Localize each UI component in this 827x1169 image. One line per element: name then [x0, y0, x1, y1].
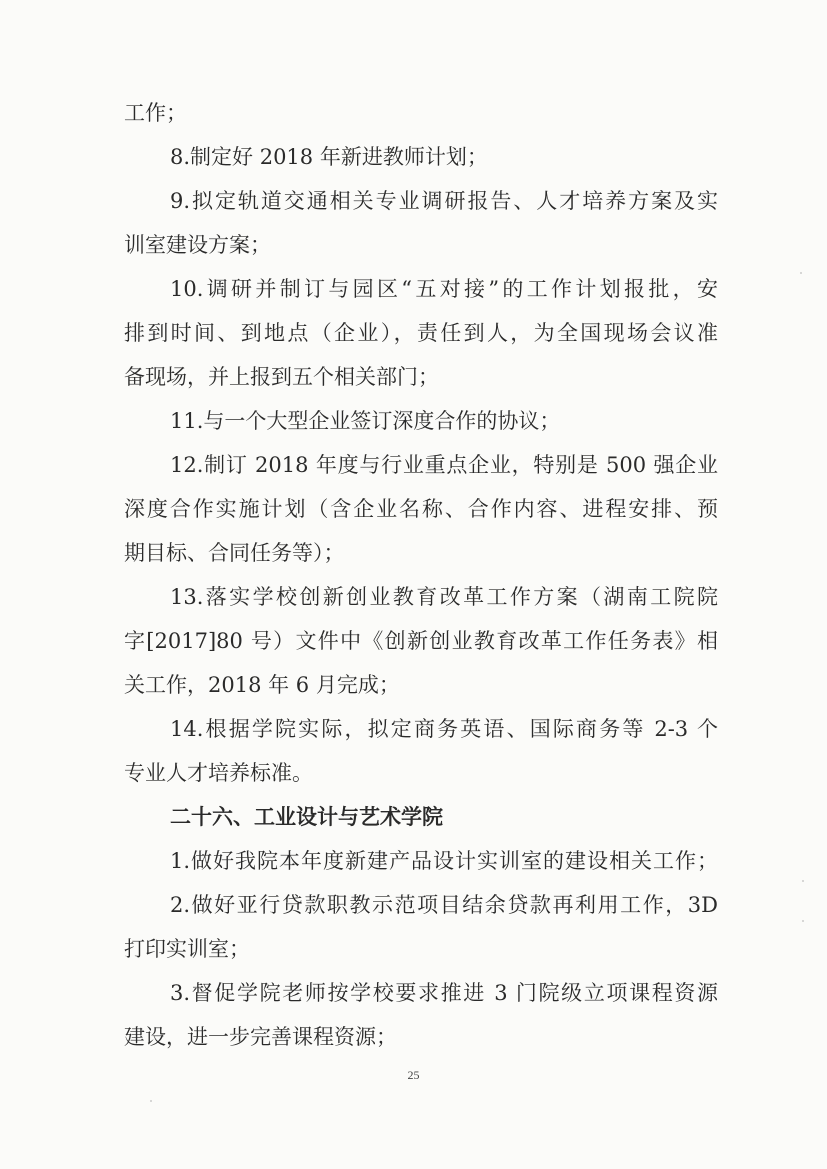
- scan-speck: [150, 1100, 152, 1102]
- section-heading: 二十六、工业设计与艺术学院: [170, 804, 443, 829]
- list-item-3: 3.督促学院老师按学校要求推进 3 门院级立项课程资源: [170, 981, 718, 1005]
- text-line: 工作；: [124, 101, 187, 125]
- text-line: 深度合作实施计划（含企业名称、合作内容、进程安排、预: [124, 497, 718, 521]
- list-item-1: 1.做好我院本年度新建产品设计实训室的建设相关工作；: [170, 849, 718, 873]
- text-line: 字[2017]80 号）文件中《创新创业教育改革工作任务表》相: [124, 629, 718, 653]
- list-item-12: 12.制订 2018 年度与行业重点企业，特别是 500 强企业: [170, 453, 718, 477]
- list-item-2: 2.做好亚行贷款职教示范项目结余贷款再利用工作，3D: [170, 893, 718, 917]
- list-item-14: 14.根据学院实际，拟定商务英语、国际商务等 2-3 个: [170, 717, 718, 741]
- list-item-10: 10.调研并制订与园区“五对接”的工作计划报批，安: [170, 277, 718, 301]
- page-number: 25: [407, 1068, 420, 1082]
- text-line: 备现场，并上报到五个相关部门；: [124, 365, 439, 389]
- text-line: 专业人才培养标准。: [124, 761, 313, 785]
- scan-speck: [800, 272, 802, 274]
- text-line: 期目标、合同任务等）；: [124, 541, 345, 565]
- text-line: 建设，进一步完善课程资源；: [124, 1025, 397, 1049]
- list-item-11: 11.与一个大型企业签订深度合作的协议；: [170, 409, 561, 433]
- list-item-9: 9.拟定轨道交通相关专业调研报告、人才培养方案及实: [170, 189, 718, 213]
- text-line: 排到时间、到地点（企业），责任到人，为全国现场会议准: [124, 321, 718, 345]
- text-line: 关工作，2018 年 6 月完成；: [124, 673, 400, 697]
- text-line: 训室建设方案；: [124, 233, 271, 257]
- scan-speck: [802, 920, 804, 922]
- text-line: 打印实训室；: [124, 937, 250, 961]
- list-item-13: 13.落实学校创新创业教育改革工作方案（湖南工院院: [170, 585, 718, 609]
- scan-speck: [802, 880, 804, 882]
- list-item-8: 8.制定好 2018 年新进教师计划；: [170, 145, 488, 169]
